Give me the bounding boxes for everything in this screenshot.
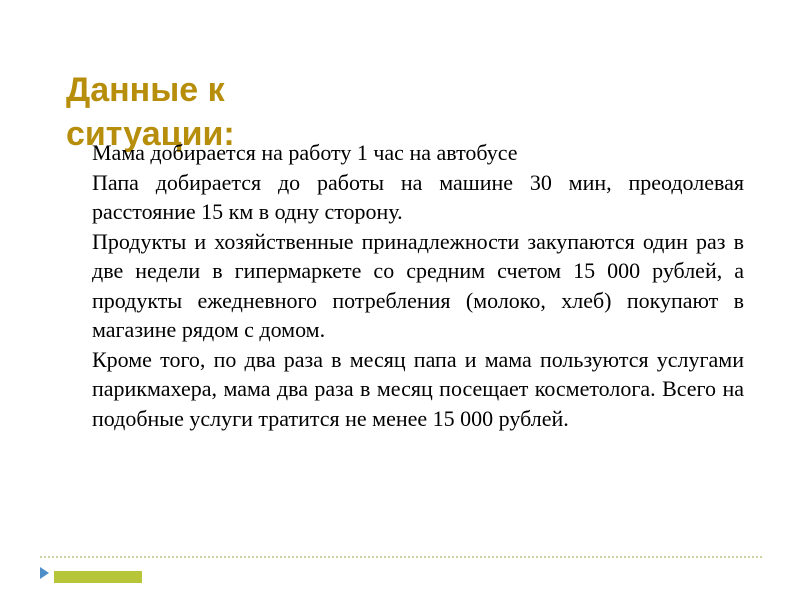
bullet-item [54,138,744,168]
bullet-text: Мама добирается на работу 1 час на автобусе [92,140,518,165]
bullet-list [54,138,744,433]
bullet-text: Продукты и хозяйственные принадлежности закупаются один раз в две недели в гипермаркете со средним счетом 15 000 рублей, а продукты ежедневного потребления (молоко, хлеб) покупают в магазине рядом с домом. [92,228,744,342]
triangle-right-icon [40,567,49,579]
slide-title: Данные к ситуации: [66,71,235,153]
bullet-text: Кроме того, по два раза в месяц папа и мама пользуются услугами парикмахера, мама два раза в месяц посещает косметолога. Всего на подобные услуги тратится не менее 15 000 рублей. [92,346,744,431]
bullet-text: Папа добирается до работы на машине 30 мин, преодолевая расстояние 15 км в одну сторону. [92,169,744,224]
accent-bar [54,571,142,583]
bullet-item [54,168,744,227]
bullet-item [54,227,744,345]
bullet-item [54,345,744,434]
footer-divider [40,556,762,558]
